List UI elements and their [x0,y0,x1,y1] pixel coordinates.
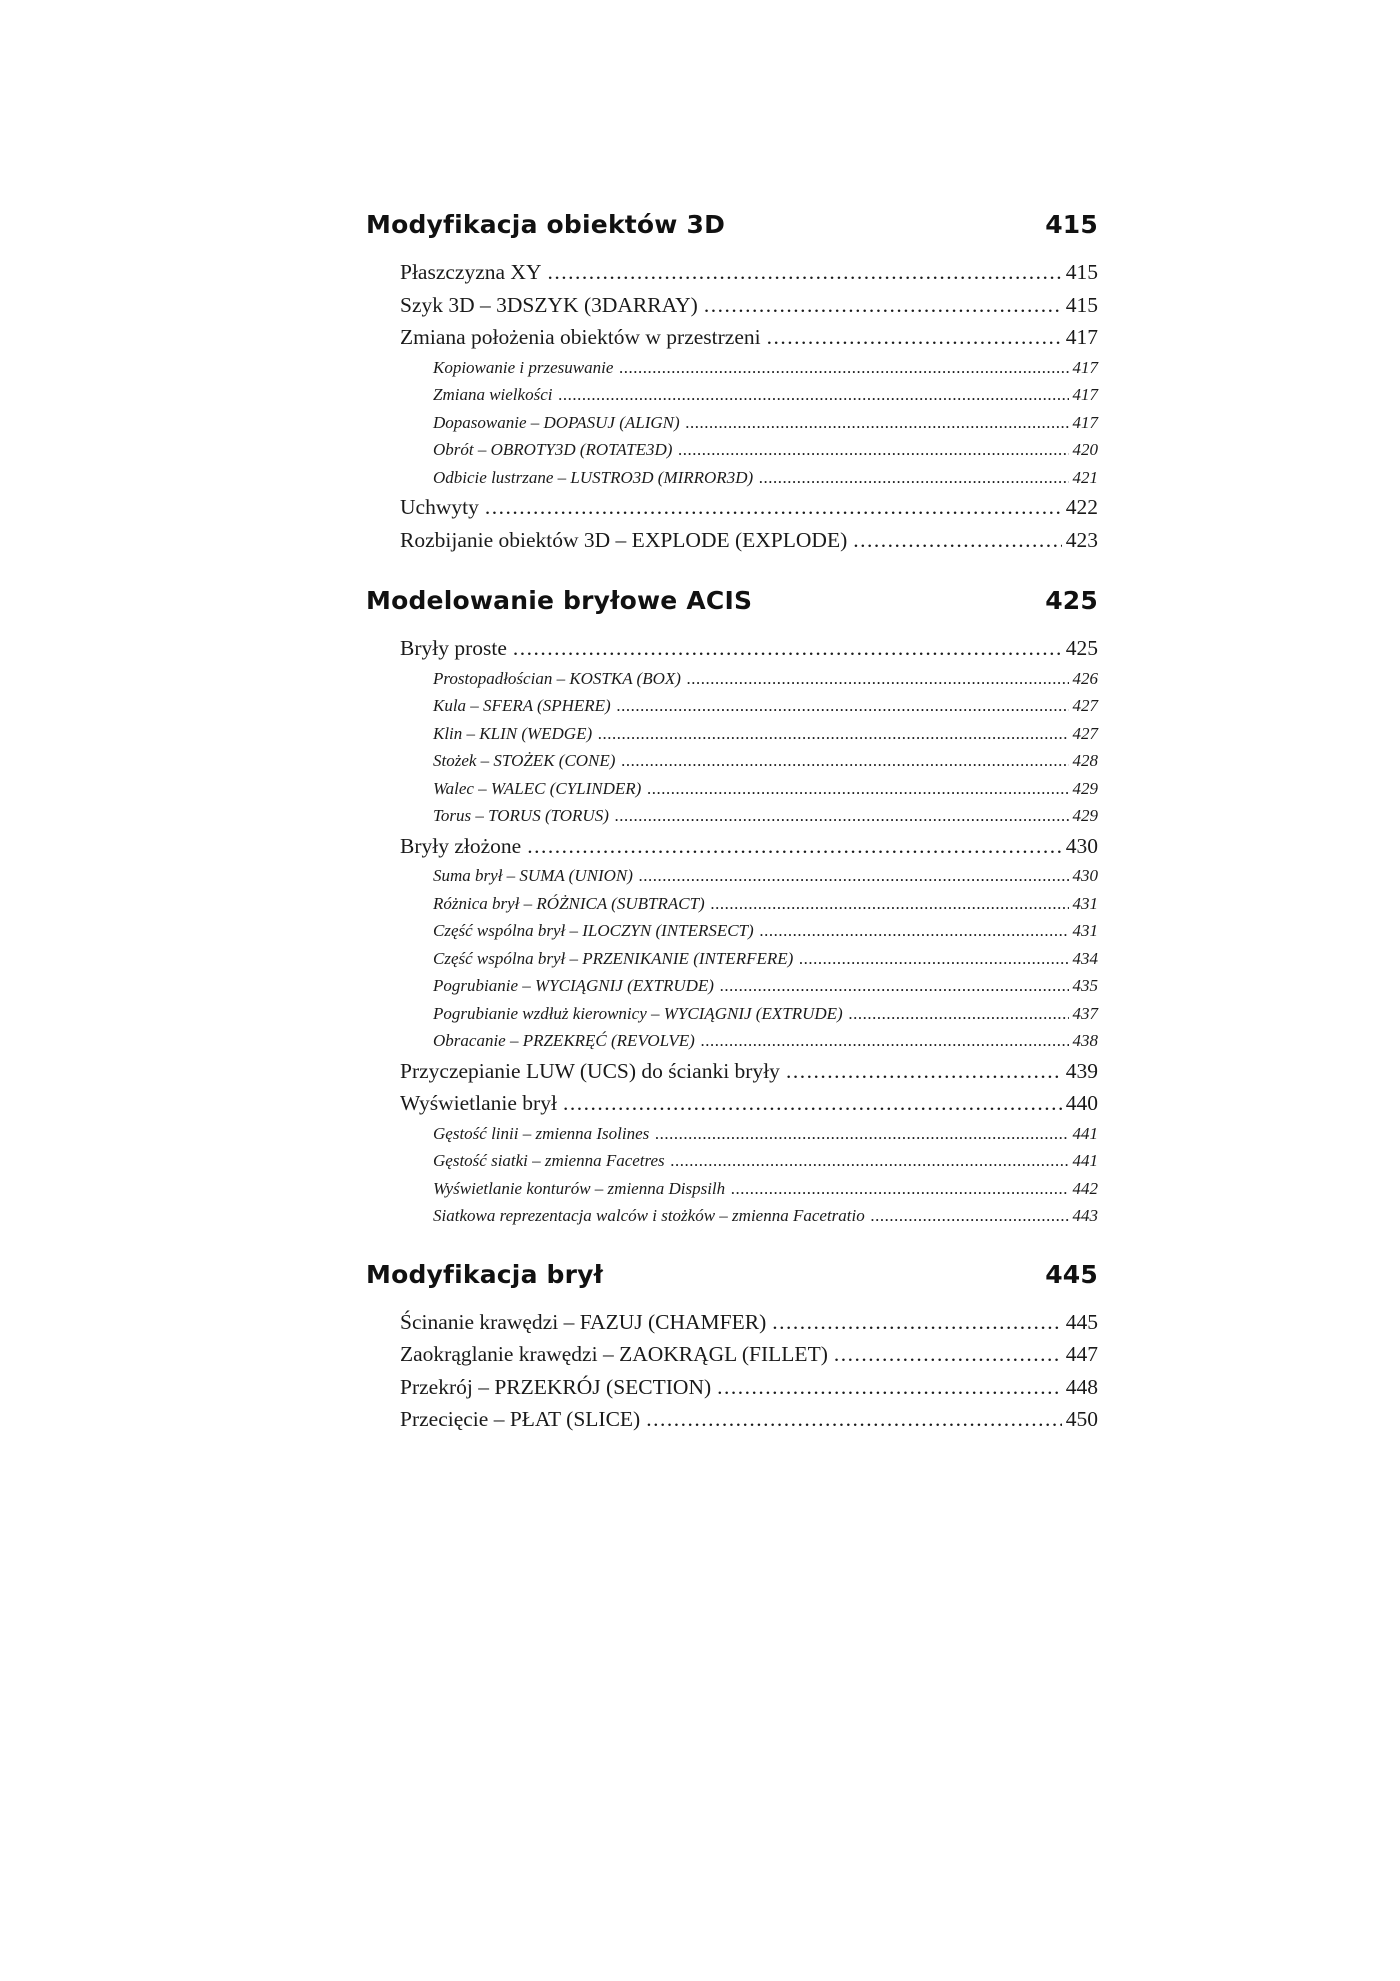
entry-page-number: 439 [1065,1058,1098,1083]
entry-page-number: 442 [1072,1178,1098,1198]
entry-title: Stożek – STOŻEK (CONE) [433,751,616,770]
toc-entry[interactable] [400,1087,1098,1120]
dot-leader [547,256,1061,289]
entry-page-number: 441 [1072,1151,1098,1170]
dot-leader [760,917,1069,945]
toc-subentry[interactable] [433,862,1098,890]
dot-leader [558,381,1068,409]
entry-page-number: 415 [1065,260,1098,284]
entry-page-number: 417 [1065,325,1098,349]
entry-title: Część wspólna brył – ILOCZYN (INTERSECT) [433,921,754,940]
entry-title: Szyk 3D – 3DSZYK (3DARRAY) [400,292,698,317]
table-of-contents [366,210,1098,1466]
entry-title: Uchwyty [400,495,479,519]
entry-title: Zmiana położenia obiektów w przestrzeni [400,325,761,349]
entry-page-number: 422 [1065,495,1098,519]
dot-leader [731,1175,1068,1203]
section-title: Modelowanie bryłowe ACIS [366,586,753,615]
toc-subentry[interactable] [433,1147,1098,1175]
entry-page-number: 426 [1072,668,1098,688]
section-heading [366,586,1098,630]
entry-page-number: 441 [1072,1123,1098,1143]
entry-page-number: 438 [1072,1031,1098,1050]
entry-title: Siatkowa reprezentacja walców i stożków – zmienna Facetratio [433,1206,865,1225]
dot-leader [621,747,1068,775]
toc-subentry[interactable] [433,775,1098,803]
toc-entry[interactable] [400,1055,1098,1088]
toc-subentry[interactable] [433,665,1098,693]
entry-title: Wyświetlanie konturów – zmienna Dispsilh [433,1178,726,1198]
entry-page-number: 430 [1065,833,1098,858]
dot-leader [687,665,1069,693]
entry-title: Bryły proste [400,636,507,660]
entry-title: Płaszczyzna XY [400,260,542,284]
dot-leader [849,1000,1069,1028]
toc-entry[interactable] [400,1403,1098,1436]
toc-entry[interactable] [400,830,1098,863]
dot-leader [639,862,1069,890]
dot-leader [655,1120,1068,1148]
entry-title: Bryły złożone [400,833,522,858]
dot-leader [617,692,1069,720]
toc-entry[interactable] [400,1338,1098,1371]
toc-section [366,1260,1098,1436]
entry-title: Rozbijanie obiektów 3D – EXPLODE (EXPLODE) [400,527,848,552]
toc-subentry[interactable] [433,747,1098,775]
dot-leader [759,464,1068,492]
toc-entry[interactable] [400,1306,1098,1339]
dot-leader [701,1027,1069,1055]
toc-subentry[interactable] [433,1120,1098,1148]
toc-subentry[interactable] [433,1202,1098,1230]
toc-subentry[interactable] [433,1027,1098,1055]
dot-leader [799,945,1068,973]
toc-subentry[interactable] [433,409,1098,437]
entry-title: Klin – KLIN (WEDGE) [433,723,593,743]
entry-page-number: 417 [1072,412,1098,432]
toc-subentry[interactable] [433,1175,1098,1203]
entry-title: Część wspólna brył – PRZENIKANIE (INTERFERE) [433,948,794,968]
entry-title: Zaokrąglanie krawędzi – ZAOKRĄGL (FILLET) [400,1342,828,1366]
toc-subentry[interactable] [433,972,1098,1000]
entry-title: Walec – WALEC (CYLINDER) [433,778,642,798]
entry-list [400,632,1098,1230]
entry-page-number: 431 [1072,893,1098,913]
entry-page-number: 415 [1065,292,1098,317]
dot-leader [615,802,1069,830]
toc-subentry[interactable] [433,890,1098,918]
toc-entry[interactable] [400,524,1098,557]
entry-page-number: 434 [1072,948,1098,968]
dot-leader [871,1202,1069,1230]
toc-section [366,210,1098,556]
entry-page-number: 428 [1072,751,1098,770]
entry-page-number: 425 [1065,636,1098,660]
dot-leader [717,1371,1062,1404]
toc-section [366,586,1098,1230]
toc-entry[interactable] [400,632,1098,665]
toc-subentry[interactable] [433,692,1098,720]
section-title: Modyfikacja brył [366,1259,604,1289]
dot-leader [485,491,1062,524]
entry-page-number: 448 [1065,1374,1098,1399]
entry-title: Wyświetlanie brył [400,1091,557,1115]
section-title: Modyfikacja obiektów 3D [366,210,726,239]
dot-leader [527,830,1062,863]
entry-title: Przyczepianie LUW (UCS) do ścianki bryły [400,1058,780,1083]
entry-title: Odbicie lustrzane – LUSTRO3D (MIRROR3D) [433,467,754,487]
entry-list [400,256,1098,556]
entry-title: Pogrubianie – WYCIĄGNIJ (EXTRUDE) [433,976,714,995]
entry-page-number: 420 [1072,440,1098,459]
dot-leader [704,289,1062,322]
dot-leader [853,524,1062,557]
entry-title: Suma brył – SUMA (UNION) [433,866,633,885]
toc-subentry[interactable] [433,464,1098,492]
toc-subentry[interactable] [433,436,1098,464]
dot-leader [563,1087,1062,1120]
entry-page-number: 421 [1072,467,1098,487]
toc-entry[interactable] [400,289,1098,322]
entry-page-number: 429 [1072,806,1098,825]
dot-leader [772,1306,1062,1339]
dot-leader [598,720,1068,748]
toc-entry[interactable] [400,491,1098,524]
toc-subentry[interactable] [433,945,1098,973]
entry-page-number: 417 [1072,357,1098,377]
section-page-number: 445 [1045,1259,1098,1289]
entry-page-number: 430 [1072,866,1098,885]
entry-title: Kopiowanie i przesuwanie [433,357,614,377]
toc-subentry[interactable] [433,381,1098,409]
dot-leader [678,436,1068,464]
entry-page-number: 437 [1072,1003,1098,1023]
entry-page-number: 443 [1072,1206,1098,1225]
toc-subentry[interactable] [433,1000,1098,1028]
dot-leader [647,775,1068,803]
entry-page-number: 417 [1072,385,1098,404]
entry-title: Gęstość siatki – zmienna Facetres [433,1151,665,1170]
entry-page-number: 431 [1072,921,1098,940]
toc-entry[interactable] [400,256,1098,289]
entry-title: Gęstość linii – zmienna Isolines [433,1123,650,1143]
entry-title: Obracanie – PRZEKRĘĆ (REVOLVE) [433,1031,695,1050]
entry-page-number: 429 [1072,778,1098,798]
section-heading [366,210,1098,254]
entry-page-number: 447 [1065,1342,1098,1366]
dot-leader [686,409,1069,437]
entry-page-number: 427 [1072,696,1098,715]
entry-title: Pogrubianie wzdłuż kierownicy – WYCIĄGNIJ (EXTRUDE) [433,1003,843,1023]
toc-subentry[interactable] [433,802,1098,830]
toc-subentry[interactable] [433,917,1098,945]
entry-title: Prostopadłościan – KOSTKA (BOX) [433,668,681,688]
toc-entry[interactable] [400,1371,1098,1404]
entry-title: Przecięcie – PŁAT (SLICE) [400,1407,641,1431]
dot-leader [711,890,1069,918]
dot-leader [767,321,1062,354]
entry-title: Kula – SFERA (SPHERE) [433,696,611,715]
toc-subentry[interactable] [433,354,1098,382]
entry-title: Przekrój – PRZEKRÓJ (SECTION) [400,1374,712,1399]
toc-entry[interactable] [400,321,1098,354]
entry-title: Obrót – OBROTY3D (ROTATE3D) [433,440,673,459]
entry-page-number: 440 [1065,1091,1098,1115]
dot-leader [513,632,1062,665]
section-heading [366,1260,1098,1304]
dot-leader [834,1338,1062,1371]
entry-title: Ścinanie krawędzi – FAZUJ (CHAMFER) [400,1309,767,1334]
entry-page-number: 450 [1065,1407,1098,1431]
dot-leader [619,354,1068,382]
dot-leader [671,1147,1069,1175]
entry-title: Dopasowanie – DOPASUJ (ALIGN) [433,412,680,432]
toc-subentry[interactable] [433,720,1098,748]
section-page-number: 415 [1045,210,1098,239]
entry-page-number: 445 [1065,1309,1098,1334]
entry-page-number: 427 [1072,723,1098,743]
dot-leader [720,972,1069,1000]
entry-page-number: 435 [1072,976,1098,995]
dot-leader [786,1055,1062,1088]
dot-leader [646,1403,1062,1436]
entry-page-number: 423 [1065,527,1098,552]
entry-list [400,1306,1098,1436]
entry-title: Zmiana wielkości [433,385,553,404]
section-page-number: 425 [1045,586,1098,615]
entry-title: Różnica brył – RÓŻNICA (SUBTRACT) [433,893,705,913]
entry-title: Torus – TORUS (TORUS) [433,806,609,825]
